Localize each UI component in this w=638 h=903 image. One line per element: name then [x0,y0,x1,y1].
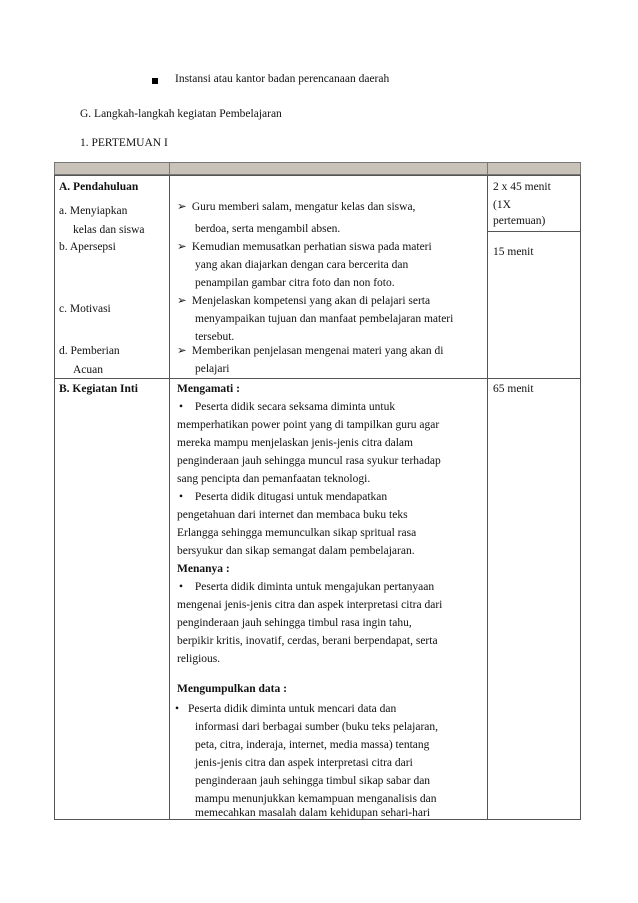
menanya-line: mengenai jenis-jenis citra dan aspek interpretasi citra dari [177,599,443,611]
menanya-line: berpikir kritis, inovatif, cerdas, berani berpendapat, serta [177,635,438,647]
activity-item: ➢ Guru memberi salam, mengatur kelas dan siswa, [177,198,415,216]
mengamati-line: mereka mampu menjelaskan jenis-jenis citra dalam [177,437,413,449]
step-apersepsi: b. Apersepsi [59,241,116,253]
time-inti: 65 menit [493,383,534,395]
mengamati-line: memperhatikan power point yang di tampilkan guru agar [177,419,440,431]
menanya-title: Menanya : [177,563,230,575]
mengamati-line: penginderaan jauh sehingga muncul rasa syukur terhadap [177,455,441,467]
step-pemberian-cont: Acuan [73,364,104,376]
lesson-steps-table [54,175,581,820]
step-menyiapkan: a. Menyiapkan [59,205,128,217]
mengumpulkan-line: peta, citra, inderaja, internet, media massa) tentang [195,739,430,751]
step-motivasi: c. Motivasi [59,303,111,315]
menanya-line: penginderaan jauh sehingga timbul rasa ingin tahu, [177,617,412,629]
activity-item: ➢ Menjelaskan kompetensi yang akan di pelajari serta [177,292,430,310]
meeting-heading: 1. PERTEMUAN I [80,137,168,149]
arrow-bullet-icon: ➢ [177,201,187,213]
activity-item-cont: menyampaikan tujuan dan manfaat pembelajaran materi [195,313,454,325]
activity-item-cont: berdoa, serta mengambil absen. [195,223,341,235]
step-menyiapkan-cont: kelas dan siswa [73,224,145,236]
arrow-bullet-icon: ➢ [177,241,187,253]
arrow-bullet-icon: ➢ [177,345,187,357]
mengamati-line: • Peserta didik ditugasi untuk mendapatkan [179,488,387,506]
institution-line: Instansi atau kantor badan perencanaan daerah [175,73,390,85]
mengumpulkan-line: • Peserta didik diminta untuk mencari data dan [175,700,396,718]
pendahuluan-title: A. Pendahuluan [59,181,139,193]
mengumpulkan-line: memecahkan masalah dalam kehidupan sehari-hari [195,807,431,819]
mengamati-line: sang pencipta dan pemanfaatan teknologi. [177,473,371,485]
table-header-row [54,162,581,175]
dot-bullet-icon: • [179,401,184,413]
inti-title: B. Kegiatan Inti [59,383,138,395]
mengamati-line: pengetahuan dari internet dan membaca buku teks [177,509,408,521]
square-bullet-icon [152,78,158,84]
mengumpulkan-line: penginderaan jauh sehingga timbul sikap sabar dan [195,775,431,787]
section-g-heading: G. Langkah-langkah kegiatan Pembelajaran [80,108,282,120]
mengamati-title: Mengamati : [177,383,240,395]
arrow-bullet-icon: ➢ [177,295,187,307]
activity-item-cont: yang akan diajarkan dengan cara bercerita dan [195,259,409,271]
dot-bullet-icon: • [179,491,184,503]
time-total: 2 x 45 menit [493,181,551,193]
mengumpulkan-title: Mengumpulkan data : [177,683,287,695]
menanya-line: • Peserta didik diminta untuk mengajukan pertanyaan [179,578,434,596]
mengamati-line: • Peserta didik secara seksama diminta untuk [179,398,395,416]
activity-item-cont: penampilan gambar citra foto dan non foto. [195,277,395,289]
dot-bullet-icon: • [175,703,180,715]
time-total-cont: (1X [493,199,511,211]
menanya-line: religious. [177,653,221,665]
time-total-cont: pertemuan) [493,215,546,227]
mengumpulkan-line: informasi dari berbagai sumber (buku teks pelajaran, [195,721,439,733]
activity-item-cont: pelajari [195,363,230,375]
activity-item: ➢ Memberikan penjelasan mengenai materi yang akan di [177,342,444,360]
time-pendahuluan: 15 menit [493,246,534,258]
activity-item-cont: tersebut. [195,331,235,343]
activity-item: ➢ Kemudian memusatkan perhatian siswa pada materi [177,238,432,256]
mengamati-line: Erlangga sehingga memunculkan sikap spritual rasa [177,527,417,539]
step-pemberian: d. Pemberian [59,345,120,357]
mengumpulkan-line: jenis-jenis citra dan aspek interpretasi citra dari [195,757,413,769]
dot-bullet-icon: • [179,581,184,593]
mengumpulkan-line: mampu menunjukkan kemampuan menganalisis dan [195,793,437,805]
mengamati-line: bersyukur dan sikap semangat dalam pembelajaran. [177,545,415,557]
